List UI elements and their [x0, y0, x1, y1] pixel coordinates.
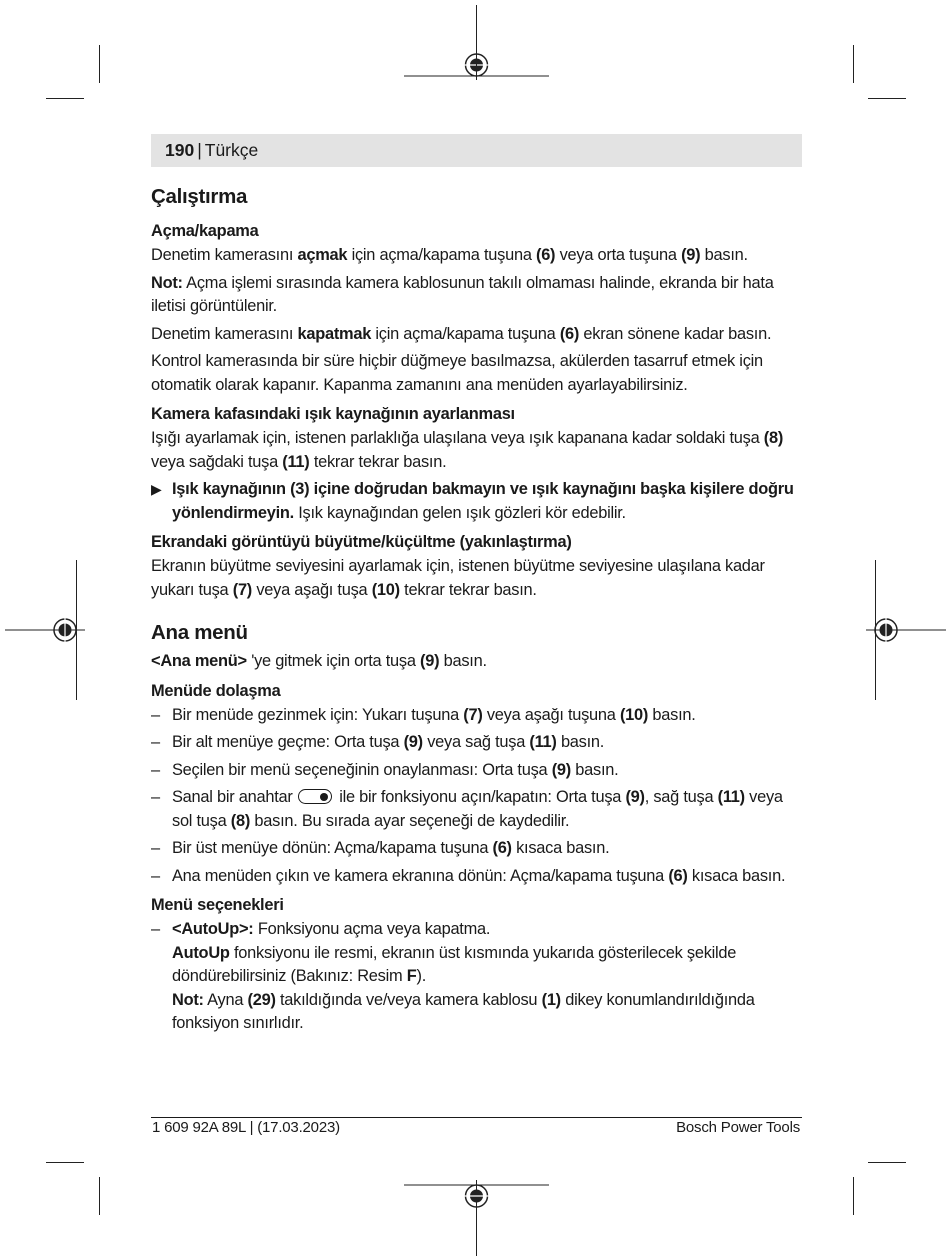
subsection-title-zoom: Ekrandaki görüntüyü büyütme/küçültme (yakınlaştırma)	[151, 533, 572, 551]
page-content	[151, 180, 806, 1040]
registration-mark-top	[404, 5, 549, 80]
list-item-autoup: – <AutoUp>: Fonksiyonu açma veya kapatma. AutoUp fonksiyonu ile resmi, ekranın üst kısmında yukarıda gösterilecek şekilde döndürebilirsiniz (Bakınız: Resim F). Not: Ayna (29) takıldığında ve/veya kamera kablosu (1) dikey konumlandırıldığında fonksiyon sınırlıdır.	[151, 920, 755, 1032]
crop-mark	[853, 45, 854, 83]
paragraph-note-cable: Not: Açma işlemi sırasında kamera kablosunun takılı olmaması halinde, ekranda bir hata iletisi görüntülenir.	[151, 273, 774, 315]
crop-mark	[853, 1177, 854, 1215]
registration-mark-left	[5, 600, 85, 660]
paragraph-light-adjust: Işığı ayarlamak için, istenen parlaklığa ulaşılana veya ışık kapanana kadar soldaki tuşa (8) veya sağdaki tuşa (11) tekrar tekrar basın.	[151, 429, 784, 471]
registration-mark-right	[866, 600, 946, 660]
subsection-title-menu-options: Menü seçenekleri	[151, 896, 284, 914]
page-header	[151, 134, 802, 167]
crop-mark	[46, 98, 84, 99]
subsection-title-light: Kamera kafasındaki ışık kaynağının ayarlanması	[151, 405, 515, 423]
subsection-title-on-off: Açma/kapama	[151, 222, 259, 240]
paragraph-switch-off: Denetim kamerasını kapatmak için açma/kapama tuşuna (6) ekran sönene kadar basın.	[151, 324, 772, 343]
paragraph-switch-on: Denetim kamerasını açmak için açma/kapama tuşuna (6) veya orta tuşuna (9) basın.	[151, 246, 748, 264]
paragraph-zoom: Ekranın büyütme seviyesini ayarlamak için, istenen büyütme seviyesine ulaşılana kadar yukarı tuşa (7) veya aşağı tuşa (10) tekrar tekrar basın.	[151, 557, 765, 599]
footer-divider	[151, 1117, 802, 1118]
crop-mark	[99, 1177, 100, 1215]
safety-warning: ▶ Işık kaynağının (3) içine doğrudan bakmayın ve ışık kaynağını başka kişilere doğru yönlendirmeyin. Işık kaynağından gelen ışık gözleri kör edebilir.	[151, 478, 806, 525]
crop-mark	[868, 98, 906, 99]
crop-mark	[868, 1162, 906, 1163]
crop-mark	[99, 45, 100, 83]
list-item: – Bir menüde gezinmek için: Yukarı tuşuna (7) veya aşağı tuşuna (10) basın.	[151, 705, 696, 724]
navigation-list	[151, 704, 806, 889]
footer-document-id: 1 609 92A 89L | (17.03.2023)	[152, 1119, 340, 1136]
list-item: – Sanal bir anahtar ile bir fonksiyonu açın/kapatın: Orta tuşa (9), sağ tuşa (11) veya sol tuşa (8) basın. Bu sırada ayar seçeneği de kaydedilir.	[151, 788, 783, 830]
registration-mark-bottom	[404, 1180, 549, 1256]
list-item: – Seçilen bir menü seçeneğinin onaylanması: Orta tuşa (9) basın.	[151, 760, 619, 779]
list-item: – Ana menüden çıkın ve kamera ekranına dönün: Açma/kapama tuşuna (6) kısaca basın.	[151, 866, 786, 885]
warning-arrow-icon: ▶	[151, 481, 162, 497]
paragraph-auto-off: Kontrol kamerasında bir süre hiçbir düğmeye basılmazsa, akülerden tasarruf etmek için otomatik olarak kapanır. Kapanma zamanını ana menüden ayarlayabilirsiniz.	[151, 352, 763, 394]
list-item: – Bir üst menüye dönün: Açma/kapama tuşuna (6) kısaca basın.	[151, 839, 610, 857]
subsection-title-navigation: Menüde dolaşma	[151, 681, 281, 700]
menu-options-list	[151, 918, 806, 1036]
crop-mark	[46, 1162, 84, 1163]
list-item: – Bir alt menüye geçme: Orta tuşa (9) veya sağ tuşa (11) basın.	[151, 733, 605, 751]
paragraph-open-menu: <Ana menü> 'ye gitmek için orta tuşa (9) basın.	[151, 652, 487, 670]
footer-brand: Bosch Power Tools	[676, 1119, 800, 1136]
section-title-operation: Çalıştırma	[151, 185, 248, 208]
page-number: 190	[165, 140, 195, 160]
header-language: Türkçe	[204, 140, 259, 160]
header-separator: |	[197, 140, 202, 160]
section-title-main-menu: Ana menü	[151, 621, 248, 644]
toggle-switch-icon	[298, 789, 332, 804]
